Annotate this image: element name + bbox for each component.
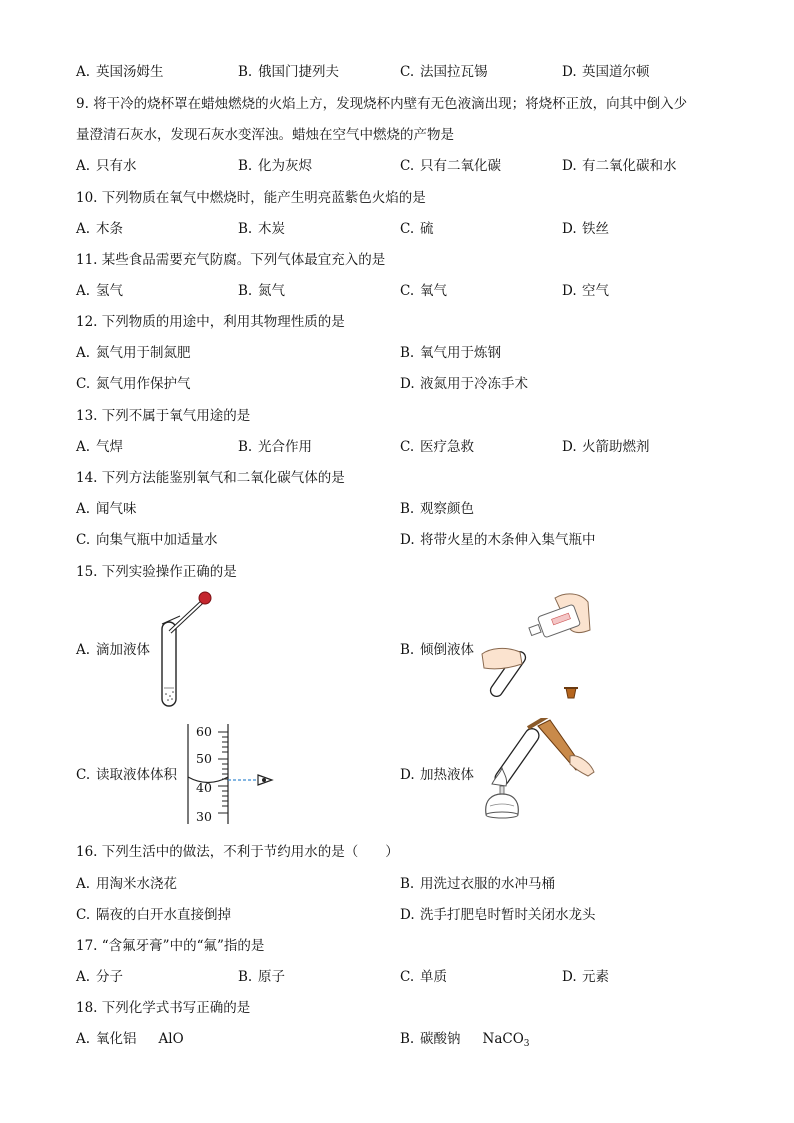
- q12-option-b: [400, 344, 501, 362]
- option-text: 只有二氧化碳: [420, 158, 501, 174]
- option-letter: A.: [76, 158, 91, 174]
- q17-option-c: [400, 968, 447, 986]
- option-text: 氧化铝: [96, 1031, 137, 1047]
- option-text: 用淘米水浇花: [96, 876, 177, 892]
- option-letter: D.: [562, 439, 577, 455]
- q13-option-d: [562, 438, 650, 456]
- option-text: 元素: [582, 969, 609, 985]
- q9-option-a: [76, 157, 137, 175]
- q16-option-d: [400, 906, 596, 924]
- q10-option-a: [76, 220, 123, 238]
- option-text: 加热液体: [420, 767, 474, 783]
- option-text: 化为灰烬: [258, 158, 312, 174]
- option-letter: C.: [400, 439, 415, 455]
- q9-option-b: [238, 157, 312, 175]
- formula-subscript: 3: [523, 1039, 530, 1049]
- option-text: 俄国门捷列夫: [258, 64, 339, 80]
- q17-option-d: [562, 968, 609, 986]
- option-letter: B.: [238, 158, 253, 174]
- option-letter: A.: [76, 64, 91, 80]
- option-letter: C.: [76, 907, 91, 923]
- q11-option-b: [238, 282, 285, 300]
- option-letter: A.: [76, 283, 91, 299]
- option-text: 氮气用作保护气: [96, 376, 191, 392]
- q8-option-d: [562, 63, 650, 81]
- q17-option-a: [76, 968, 123, 986]
- q10-stem: 10. 下列物质在氧气中燃烧时，能产生明亮蓝紫色火焰的是: [76, 190, 426, 206]
- option-text: 气焊: [96, 439, 123, 455]
- option-letter: B.: [400, 642, 415, 658]
- option-text: 洗手打肥皂时暂时关闭水龙头: [420, 907, 596, 923]
- q9-option-c: [400, 157, 501, 175]
- q15-option-b: [400, 641, 474, 659]
- q12-option-d: [400, 375, 528, 393]
- q8-option-b: [238, 63, 339, 81]
- option-letter: D.: [400, 907, 415, 923]
- q13-stem: 13. 下列不属于氧气用途的是: [76, 408, 251, 424]
- option-letter: A.: [76, 969, 91, 985]
- option-letter: C.: [400, 158, 415, 174]
- option-text: 向集气瓶中加适量水: [96, 532, 218, 548]
- q8-option-c: [400, 63, 488, 81]
- option-text: 读取液体体积: [96, 767, 177, 783]
- option-text: 分子: [96, 969, 123, 985]
- q13-option-b: [238, 438, 312, 456]
- q12-stem: 12. 下列物质的用途中，利用其物理性质的是: [76, 314, 345, 330]
- option-letter: B.: [400, 501, 415, 517]
- q11-stem: 11. 某些食品需要充气防腐。下列气体最宜充入的是: [76, 252, 386, 268]
- option-text: 硫: [420, 221, 434, 237]
- q11-option-c: [400, 282, 447, 300]
- q9-option-d: [562, 157, 677, 175]
- q16-option-a: [76, 875, 177, 893]
- option-text: 用洗过衣服的水冲马桶: [420, 876, 555, 892]
- q13-option-a: [76, 438, 123, 456]
- option-letter: C.: [400, 283, 415, 299]
- option-letter: D.: [562, 64, 577, 80]
- option-letter: B.: [238, 439, 253, 455]
- option-letter: A.: [76, 876, 91, 892]
- q18-stem: 18. 下列化学式书写正确的是: [76, 1000, 251, 1016]
- q14-stem: 14. 下列方法能鉴别氧气和二氧化碳气体的是: [76, 470, 345, 486]
- q15-option-a: [76, 641, 150, 659]
- q14-option-b: [400, 500, 474, 518]
- option-text: 液氮用于冷冻手术: [420, 376, 528, 392]
- q15-stem: 15. 下列实验操作正确的是: [76, 564, 237, 580]
- option-text: 法国拉瓦锡: [420, 64, 488, 80]
- option-text: 医疗急救: [420, 439, 474, 455]
- option-text: 火箭助燃剂: [582, 439, 650, 455]
- option-letter: C.: [76, 532, 91, 548]
- q15-option-c: [76, 766, 177, 784]
- option-letter: C.: [400, 221, 415, 237]
- option-text: 空气: [582, 283, 609, 299]
- option-text: 只有水: [96, 158, 137, 174]
- option-text: 单质: [420, 969, 447, 985]
- option-letter: C.: [76, 376, 91, 392]
- option-text: 滴加液体: [96, 642, 150, 658]
- scale-label-50: 50: [196, 751, 212, 766]
- q11-option-d: [562, 282, 609, 300]
- option-text: 光合作用: [258, 439, 312, 455]
- option-letter: A.: [76, 345, 91, 361]
- option-text: 将带火星的木条伸入集气瓶中: [420, 532, 596, 548]
- option-letter: A.: [76, 221, 91, 237]
- option-letter: D.: [562, 221, 577, 237]
- formula: NaCO: [482, 1031, 524, 1047]
- q18-option-a: [76, 1030, 184, 1048]
- q9-stem-line-1: 9. 将干冷的烧杯罩在蜡烛燃烧的火焰上方，发现烧杯内壁有无色液滴出现；将烧杯正放，向其中倒入少: [76, 96, 688, 112]
- q11-option-a: [76, 282, 123, 300]
- option-text: 木条: [96, 221, 123, 237]
- option-letter: A.: [76, 1031, 91, 1047]
- graduated-cylinder-figure: [180, 722, 280, 826]
- q10-option-d: [562, 220, 609, 238]
- option-letter: D.: [400, 376, 415, 392]
- option-letter: A.: [76, 439, 91, 455]
- option-text: 氢气: [96, 283, 123, 299]
- q14-option-c: [76, 531, 218, 549]
- q13-option-c: [400, 438, 474, 456]
- q12-option-c: [76, 375, 191, 393]
- q12-option-a: [76, 344, 191, 362]
- q15-option-d: [400, 766, 474, 784]
- pouring-liquid-figure: [480, 590, 600, 710]
- option-letter: D.: [562, 283, 577, 299]
- option-text: 氧气用于炼钢: [420, 345, 501, 361]
- q9-stem-line-2: 量澄清石灰水，发现石灰水变浑浊。蜡烛在空气中燃烧的产物是: [76, 127, 454, 143]
- q8-option-a: [76, 63, 164, 81]
- option-text: 铁丝: [582, 221, 609, 237]
- q14-option-a: [76, 500, 137, 518]
- heating-liquid-figure: [478, 718, 596, 830]
- option-text: 闻气味: [96, 501, 137, 517]
- option-letter: B.: [238, 221, 253, 237]
- option-text: 原子: [258, 969, 285, 985]
- q17-option-b: [238, 968, 285, 986]
- option-text: 观察颜色: [420, 501, 474, 517]
- option-letter: A.: [76, 642, 91, 658]
- option-letter: D.: [562, 969, 577, 985]
- q16-option-b: [400, 875, 555, 893]
- option-text: 氮气: [258, 283, 285, 299]
- option-text: 氮气用于制氮肥: [96, 345, 191, 361]
- option-text: 英国道尔顿: [582, 64, 650, 80]
- option-text: 英国汤姆生: [96, 64, 164, 80]
- scale-label-40: 40: [196, 780, 212, 795]
- option-letter: B.: [238, 64, 253, 80]
- option-letter: B.: [400, 1031, 415, 1047]
- option-letter: C.: [400, 969, 415, 985]
- option-letter: C.: [76, 767, 91, 783]
- scale-label-60: 60: [196, 724, 212, 739]
- option-letter: B.: [238, 969, 253, 985]
- option-letter: B.: [400, 876, 415, 892]
- option-text: 有二氧化碳和水: [582, 158, 677, 174]
- option-text: 木炭: [258, 221, 285, 237]
- option-text: 碳酸钠: [420, 1031, 461, 1047]
- option-text: 倾倒液体: [420, 642, 474, 658]
- option-letter: D.: [562, 158, 577, 174]
- q16-option-c: [76, 906, 231, 924]
- q14-option-d: [400, 531, 596, 549]
- option-letter: A.: [76, 501, 91, 517]
- option-text: 氧气: [420, 283, 447, 299]
- option-letter: C.: [400, 64, 415, 80]
- option-letter: B.: [400, 345, 415, 361]
- q10-option-b: [238, 220, 285, 238]
- option-letter: B.: [238, 283, 253, 299]
- q10-option-c: [400, 220, 434, 238]
- scale-label-30: 30: [196, 809, 212, 824]
- option-letter: D.: [400, 767, 415, 783]
- dropper-test-tube-figure: [150, 588, 220, 712]
- option-text: 隔夜的白开水直接倒掉: [96, 907, 231, 923]
- option-letter: D.: [400, 532, 415, 548]
- q17-stem: 17. “含氟牙膏”中的“氟”指的是: [76, 938, 265, 954]
- q18-option-b: [400, 1030, 530, 1053]
- formula: AlO: [158, 1031, 184, 1047]
- q16-stem: 16. 下列生活中的做法，不利于节约用水的是（ ）: [76, 844, 399, 860]
